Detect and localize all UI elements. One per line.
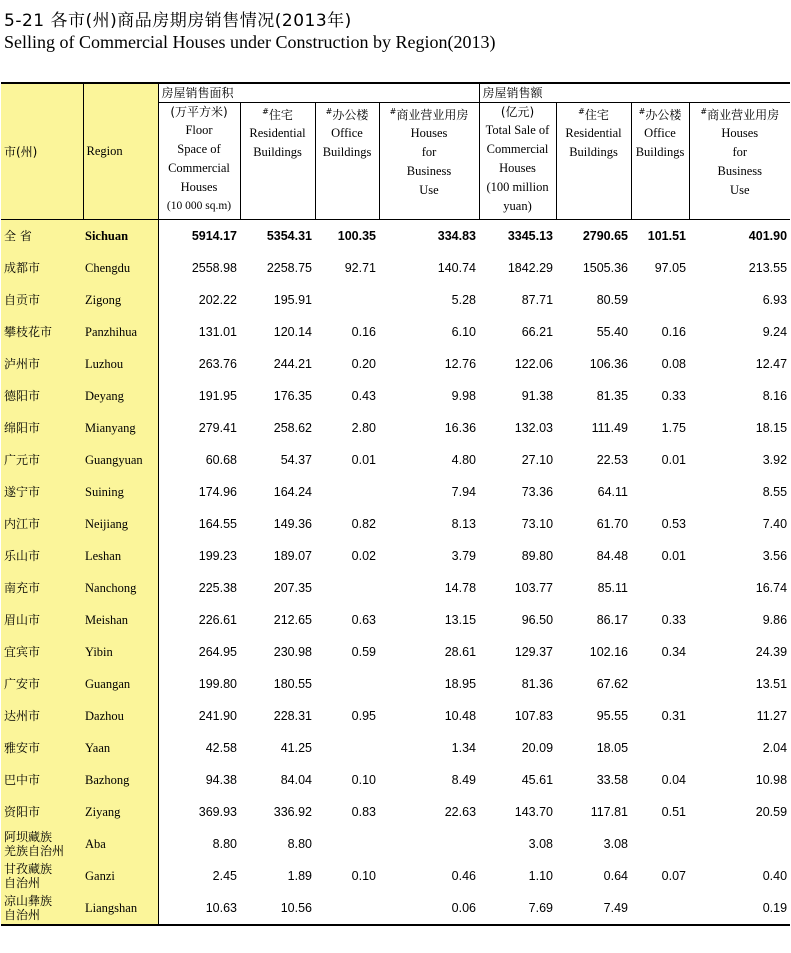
table-row [1, 380, 790, 412]
value-cell: 10.63 [205, 901, 237, 915]
value-cell: 7.49 [603, 901, 629, 915]
value-cell: 213.55 [748, 261, 788, 275]
value-cell: 3.08 [603, 837, 629, 851]
value-cell: 199.23 [198, 549, 237, 563]
city-name-cn: 绵阳市 [1, 412, 83, 444]
city-name-cn: 自贡市 [1, 284, 83, 316]
value-cell: 225.38 [198, 581, 237, 595]
value-cell: 0.59 [351, 645, 376, 659]
city-name-cn: 甘孜藏族 自治州 [1, 860, 83, 892]
value-cell: 279.41 [198, 421, 237, 435]
value-cell [631, 732, 689, 764]
value-cell: 7.94 [451, 485, 477, 499]
value-cell: 0.33 [661, 613, 687, 627]
value-cell: 189.07 [273, 549, 312, 563]
value-cell: 106.36 [589, 357, 629, 371]
value-cell: 0.53 [661, 517, 687, 531]
value-cell [631, 668, 689, 700]
value-cell: 0.07 [661, 869, 687, 883]
office-area-header: #办公楼 Office Buildings [315, 103, 379, 220]
city-name-cn: 资阳市 [1, 796, 83, 828]
city-name-cn: 内江市 [1, 508, 83, 540]
region-name-en: Guangyuan [83, 444, 158, 476]
region-name-en: Guangan [83, 668, 158, 700]
value-cell: 2258.75 [266, 261, 312, 275]
city-name-cn: 眉山市 [1, 604, 83, 636]
value-cell: 0.06 [451, 901, 477, 915]
value-cell: 244.21 [273, 357, 312, 371]
value-cell: 94.38 [205, 773, 237, 787]
value-cell: 336.92 [273, 805, 312, 819]
value-cell [315, 284, 379, 316]
value-cell: 100.35 [337, 229, 376, 243]
value-cell: 33.58 [596, 773, 629, 787]
value-cell: 54.37 [280, 453, 312, 467]
value-cell: 0.31 [661, 709, 687, 723]
value-cell: 122.06 [514, 357, 554, 371]
region-name-en: Bazhong [83, 764, 158, 796]
region-name-en: Ziyang [83, 796, 158, 828]
region-name-en: Ganzi [83, 860, 158, 892]
value-cell: 132.03 [514, 421, 554, 435]
value-cell: 12.76 [444, 357, 477, 371]
value-cell: 91.38 [521, 389, 554, 403]
value-cell: 0.83 [351, 805, 376, 819]
city-name-cn: 德阳市 [1, 380, 83, 412]
value-cell: 228.31 [273, 709, 312, 723]
value-cell: 8.16 [762, 389, 788, 403]
value-cell [631, 572, 689, 604]
value-cell: 0.01 [351, 453, 376, 467]
region-name-en: Meishan [83, 604, 158, 636]
table-row [1, 476, 790, 508]
value-cell: 0.82 [351, 517, 376, 531]
value-cell: 230.98 [273, 645, 312, 659]
value-cell [631, 892, 689, 925]
table-row [1, 412, 790, 444]
value-cell: 0.10 [351, 773, 376, 787]
city-name-cn: 乐山市 [1, 540, 83, 572]
value-cell: 7.69 [528, 901, 554, 915]
value-cell: 101.51 [647, 229, 687, 243]
value-cell: 191.95 [198, 389, 237, 403]
value-cell: 0.16 [661, 325, 687, 339]
city-name-cn: 遂宁市 [1, 476, 83, 508]
value-cell: 60.68 [205, 453, 237, 467]
value-cell: 0.46 [451, 869, 477, 883]
value-cell: 5.28 [451, 293, 477, 307]
value-cell: 0.20 [351, 357, 376, 371]
value-cell: 1.10 [528, 869, 554, 883]
value-cell: 8.55 [762, 485, 788, 499]
value-cell: 8.80 [287, 837, 312, 851]
value-cell: 2.80 [351, 421, 376, 435]
table-row [1, 604, 790, 636]
table-row [1, 636, 790, 668]
table-title-chinese: 5-21 各市(州)商品房期房销售情况(2013年) [4, 11, 352, 31]
value-cell: 8.13 [451, 517, 477, 531]
value-cell: 9.86 [762, 613, 788, 627]
region-name-en: Yaan [83, 732, 158, 764]
sales-value-group-header: 房屋销售额 [479, 83, 790, 103]
value-cell: 164.55 [198, 517, 237, 531]
value-cell: 64.11 [597, 485, 629, 499]
business-sales-header: #商业营业用房 Houses for Business Use [700, 107, 780, 197]
value-cell: 0.34 [661, 645, 687, 659]
value-cell: 3.92 [762, 453, 788, 467]
residential-sales-header: #住宅 Residential Buildings [556, 103, 631, 220]
value-cell: 1.89 [287, 869, 312, 883]
value-cell: 0.01 [661, 453, 687, 467]
region-name-en: Deyang [83, 380, 158, 412]
value-cell: 66.21 [521, 325, 554, 339]
city-name-cn: 全 省 [1, 220, 83, 253]
region-name-en: Zigong [83, 284, 158, 316]
value-cell: 149.36 [273, 517, 312, 531]
value-cell: 61.70 [596, 517, 629, 531]
value-cell [315, 572, 379, 604]
value-cell: 97.05 [654, 261, 687, 275]
region-name-en: Luzhou [83, 348, 158, 380]
value-cell: 12.47 [755, 357, 788, 371]
value-cell: 176.35 [273, 389, 312, 403]
value-cell: 117.81 [590, 805, 629, 819]
value-cell: 41.25 [280, 741, 312, 755]
value-cell: 143.70 [514, 805, 554, 819]
value-cell: 84.48 [596, 549, 629, 563]
floor-space-group-header: 房屋销售面积 [158, 83, 479, 103]
value-cell [315, 892, 379, 925]
value-cell [631, 828, 689, 860]
region-name-en: Leshan [83, 540, 158, 572]
value-cell: 22.63 [444, 805, 477, 819]
value-cell: 2558.98 [191, 261, 237, 275]
sales-table [1, 82, 790, 926]
value-cell: 226.61 [198, 613, 237, 627]
table-row [1, 828, 790, 860]
value-cell: 195.91 [273, 293, 312, 307]
table-row [1, 540, 790, 572]
value-cell: 10.98 [755, 773, 788, 787]
value-cell [315, 828, 379, 860]
value-cell: 0.33 [661, 389, 687, 403]
region-name-en: Sichuan [83, 220, 158, 253]
value-cell: 3.56 [762, 549, 788, 563]
region-name-en: Yibin [83, 636, 158, 668]
city-name-cn: 雅安市 [1, 732, 83, 764]
value-cell: 2790.65 [582, 229, 629, 243]
region-name-en: Aba [83, 828, 158, 860]
value-cell: 86.17 [596, 613, 629, 627]
value-cell: 0.10 [351, 869, 376, 883]
value-cell: 13.51 [755, 677, 788, 691]
value-cell: 164.24 [273, 485, 312, 499]
value-cell: 0.95 [351, 709, 376, 723]
value-cell: 0.40 [762, 869, 788, 883]
value-cell: 5914.17 [191, 229, 237, 243]
value-cell: 334.83 [437, 229, 477, 243]
value-cell: 0.08 [661, 357, 687, 371]
region-column-header: Region [83, 83, 158, 220]
value-cell: 9.24 [762, 325, 788, 339]
table-row [1, 508, 790, 540]
city-name-cn: 宜宾市 [1, 636, 83, 668]
table-row [1, 860, 790, 892]
value-cell: 0.01 [661, 549, 687, 563]
value-cell: 13.15 [444, 613, 477, 627]
value-cell: 18.95 [444, 677, 477, 691]
value-cell: 180.55 [273, 677, 312, 691]
value-cell: 20.59 [755, 805, 788, 819]
table-row [1, 892, 790, 925]
value-cell: 28.61 [444, 645, 477, 659]
region-name-en: Neijiang [83, 508, 158, 540]
table-row [1, 316, 790, 348]
value-cell: 45.61 [521, 773, 554, 787]
value-cell: 22.53 [596, 453, 629, 467]
value-cell: 2.45 [212, 869, 237, 883]
value-cell: 16.36 [444, 421, 477, 435]
city-name-cn: 阿坝藏族 羌族自治州 [1, 828, 83, 860]
city-name-cn: 成都市 [1, 252, 83, 284]
value-cell: 0.64 [603, 869, 629, 883]
value-cell: 263.76 [198, 357, 237, 371]
table-row [1, 700, 790, 732]
business-area-header: #商业营业用房 Houses for Business Use [379, 103, 479, 220]
value-cell: 42.58 [205, 741, 237, 755]
value-cell: 264.95 [198, 645, 237, 659]
value-cell: 212.65 [273, 613, 312, 627]
value-cell: 73.36 [521, 485, 554, 499]
value-cell: 85.11 [597, 581, 629, 595]
table-row [1, 764, 790, 796]
value-cell: 1842.29 [507, 261, 554, 275]
value-cell [631, 284, 689, 316]
region-name-en: Dazhou [83, 700, 158, 732]
value-cell: 14.78 [444, 581, 477, 595]
value-cell: 102.16 [589, 645, 629, 659]
value-cell [315, 732, 379, 764]
value-cell: 258.62 [273, 421, 312, 435]
city-name-cn: 凉山彝族 自治州 [1, 892, 83, 925]
value-cell: 1505.36 [582, 261, 629, 275]
value-cell: 0.19 [762, 901, 788, 915]
value-cell: 0.04 [661, 773, 687, 787]
value-cell [689, 828, 790, 860]
value-cell: 92.71 [344, 261, 376, 275]
total-row [1, 220, 790, 253]
value-cell: 18.05 [596, 741, 629, 755]
value-cell: 0.02 [351, 549, 376, 563]
city-column-header: 市(州) [1, 83, 83, 220]
value-cell: 27.10 [521, 453, 554, 467]
value-cell: 2.04 [762, 741, 788, 755]
value-cell: 84.04 [280, 773, 312, 787]
value-cell [631, 476, 689, 508]
value-cell: 174.96 [198, 485, 237, 499]
value-cell: 8.49 [451, 773, 477, 787]
value-cell: 67.62 [596, 677, 629, 691]
value-cell: 87.71 [521, 293, 554, 307]
value-cell: 199.80 [198, 677, 237, 691]
value-cell: 0.16 [351, 325, 376, 339]
table-row [1, 732, 790, 764]
table-title-english: Selling of Commercial Houses under Construction by Region(2013) [4, 32, 496, 52]
value-cell: 111.49 [591, 421, 629, 435]
value-cell [315, 476, 379, 508]
value-cell: 89.80 [521, 549, 554, 563]
value-cell: 207.35 [273, 581, 312, 595]
region-name-en: Mianyang [83, 412, 158, 444]
city-name-cn: 攀枝花市 [1, 316, 83, 348]
value-cell: 80.59 [596, 293, 629, 307]
region-name-en: Suining [83, 476, 158, 508]
city-name-cn: 泸州市 [1, 348, 83, 380]
city-name-cn: 广元市 [1, 444, 83, 476]
value-cell: 95.55 [596, 709, 629, 723]
city-name-cn: 达州市 [1, 700, 83, 732]
table-row [1, 444, 790, 476]
table-row [1, 284, 790, 316]
city-name-cn: 南充市 [1, 572, 83, 604]
floor-space-total-header: (万平方米) Floor Space of Commercial Houses (10 000 sq.m) [158, 103, 240, 220]
region-name-en: Chengdu [83, 252, 158, 284]
value-cell: 55.40 [596, 325, 629, 339]
value-cell: 20.09 [521, 741, 554, 755]
value-cell: 0.43 [351, 389, 376, 403]
value-cell: 8.80 [212, 837, 237, 851]
value-cell: 6.10 [451, 325, 477, 339]
value-cell: 401.90 [748, 229, 788, 243]
value-cell: 10.56 [280, 901, 312, 915]
value-cell: 140.74 [437, 261, 477, 275]
value-cell: 81.35 [596, 389, 629, 403]
value-cell: 6.93 [762, 293, 788, 307]
value-cell: 16.74 [755, 581, 788, 595]
value-cell: 9.98 [451, 389, 477, 403]
value-cell: 3345.13 [507, 229, 554, 243]
value-cell: 1.75 [661, 421, 687, 435]
region-name-en: Liangshan [83, 892, 158, 925]
value-cell: 103.77 [514, 581, 554, 595]
value-cell: 3.79 [451, 549, 477, 563]
value-cell: 131.01 [198, 325, 237, 339]
value-cell: 81.36 [521, 677, 554, 691]
value-cell: 24.39 [755, 645, 788, 659]
value-cell: 3.08 [528, 837, 554, 851]
value-cell: 0.63 [351, 613, 376, 627]
value-cell: 369.93 [198, 805, 237, 819]
value-cell: 120.14 [273, 325, 312, 339]
value-cell: 1.34 [451, 741, 477, 755]
value-cell: 73.10 [521, 517, 554, 531]
value-cell: 5354.31 [266, 229, 312, 243]
table-row [1, 796, 790, 828]
value-cell: 7.40 [762, 517, 788, 531]
value-cell: 96.50 [521, 613, 554, 627]
value-cell: 10.48 [444, 709, 477, 723]
residential-area-header: #住宅 Residential Buildings [240, 103, 315, 220]
table-row [1, 668, 790, 700]
table-row [1, 572, 790, 604]
value-cell: 202.22 [198, 293, 237, 307]
table-row [1, 252, 790, 284]
region-name-en: Panzhihua [83, 316, 158, 348]
value-cell: 11.27 [756, 709, 788, 723]
region-name-en: Nanchong [83, 572, 158, 604]
table-row [1, 348, 790, 380]
value-cell: 0.51 [661, 805, 687, 819]
value-cell: 129.37 [514, 645, 554, 659]
value-cell [379, 828, 479, 860]
office-sales-header: #办公楼 Office Buildings [631, 103, 689, 220]
value-cell: 107.83 [514, 709, 554, 723]
sales-total-header: (亿元) Total Sale of Commercial Houses (100 million yuan) [479, 103, 556, 220]
city-name-cn: 巴中市 [1, 764, 83, 796]
value-cell [315, 668, 379, 700]
value-cell: 241.90 [198, 709, 237, 723]
city-name-cn: 广安市 [1, 668, 83, 700]
value-cell: 4.80 [451, 453, 477, 467]
table-body [1, 220, 790, 926]
value-cell: 18.15 [755, 421, 788, 435]
